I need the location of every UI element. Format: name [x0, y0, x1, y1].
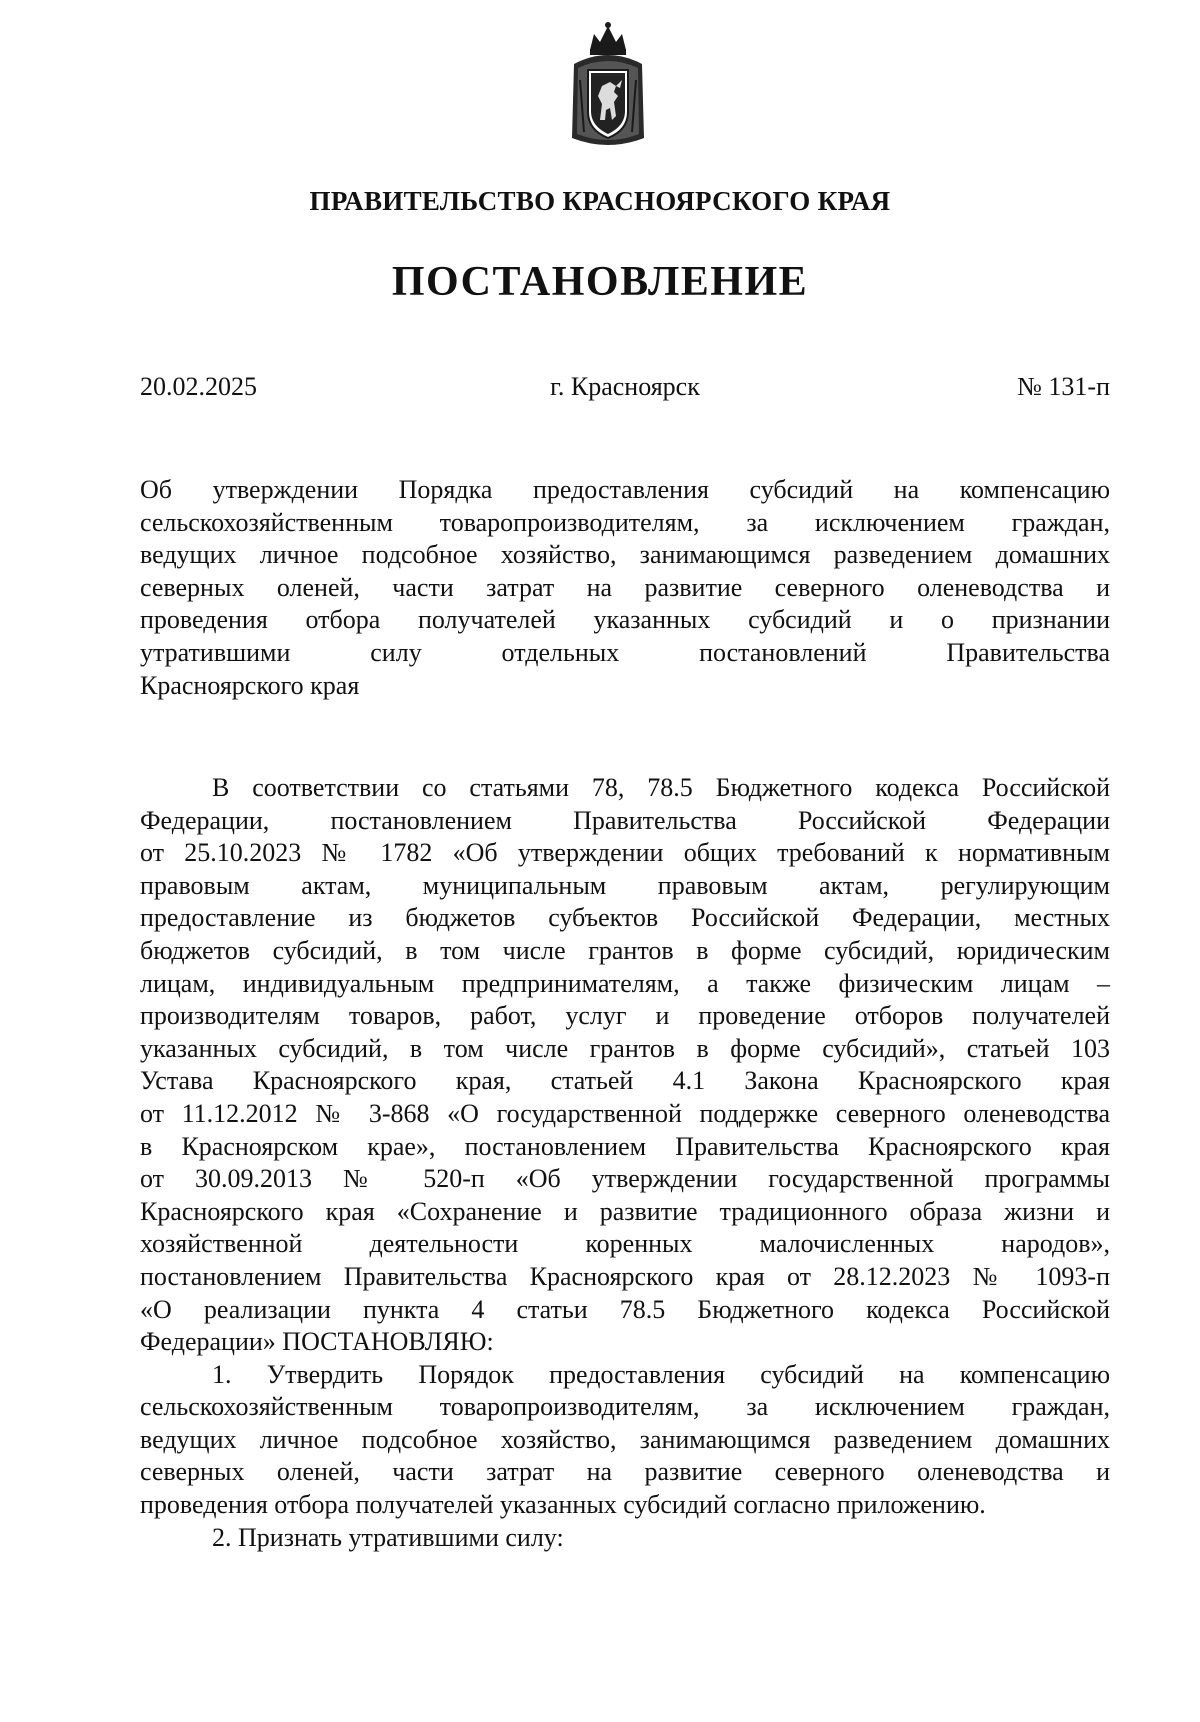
- body-line: лицам, индивидуальным предпринимателям, а также физическим лицам –: [140, 968, 1110, 998]
- body-line: хозяйственной деятельности коренных малочисленных народов»,: [140, 1229, 1110, 1259]
- body-line: 1. Утвердить Порядок предоставления субсидий на компенсацию: [212, 1359, 1110, 1389]
- body-line: 2. Признать утратившими силу:: [212, 1522, 564, 1552]
- body-line: Красноярского края «Сохранение и развитие традиционного образа жизни и: [140, 1196, 1110, 1226]
- subject-line: сельскохозяйственным товаропроизводителям, за исключением граждан,: [140, 507, 1110, 537]
- body-line: бюджетов субсидий, в том числе грантов в форме субсидий, юридическим: [140, 935, 1110, 965]
- body-line: указанных субсидий, в том числе грантов в форме субсидий», статьей 103: [140, 1033, 1110, 1063]
- document-number: № 131-п: [1017, 372, 1110, 401]
- organization-title: ПРАВИТЕЛЬСТВО КРАСНОЯРСКОГО КРАЯ: [309, 186, 891, 216]
- body-line: проведения отбора получателей указанных субсидий согласно приложению.: [140, 1490, 986, 1520]
- subject-line: утратившими силу отдельных постановлений Правительства: [140, 637, 1110, 667]
- subject-line: ведущих личное подсобное хозяйство, занимающимся разведением домашних: [140, 540, 1110, 570]
- document-type-title: ПОСТАНОВЛЕНИЕ: [391, 259, 809, 305]
- body-line: Федерации, постановлением Правительства Российской Федерации: [140, 805, 1110, 835]
- document-date: 20.02.2025: [140, 372, 257, 401]
- document-subject: [140, 474, 1110, 702]
- body-line: от 30.09.2013 № 520-п «Об утверждении государственной программы: [140, 1164, 1110, 1194]
- body-line: от 25.10.2023 № 1782 «Об утверждении общих требований к нормативным: [140, 838, 1110, 868]
- body-line: ведущих личное подсобное хозяйство, занимающимся разведением домашних: [140, 1424, 1110, 1454]
- body-line: «О реализации пункта 4 статьи 78.5 Бюджетного кодекса Российской: [140, 1294, 1110, 1324]
- document-city: г. Красноярск: [550, 372, 700, 401]
- body-line: Устава Красноярского края, статьей 4.1 Закона Красноярского края: [140, 1066, 1110, 1096]
- body-line: Федерации» ПОСТАНОВЛЯЮ:: [140, 1327, 494, 1357]
- body-line: от 11.12.2012 № 3-868 «О государственной поддержке северного оленеводства: [140, 1098, 1110, 1128]
- subject-line: Красноярского края: [140, 670, 360, 700]
- body-line: сельскохозяйственным товаропроизводителям, за исключением граждан,: [140, 1392, 1110, 1422]
- subject-line: северных оленей, части затрат на развитие северного оленеводства и: [140, 572, 1110, 602]
- subject-line: проведения отбора получателей указанных субсидий и о признании: [140, 605, 1110, 635]
- body-line: правовым актам, муниципальным правовым актам, регулирующим: [140, 870, 1110, 900]
- body-line: производителям товаров, работ, услуг и проведение отборов получателей: [140, 1001, 1110, 1031]
- krasnoyarsk-coat-of-arms-icon: [560, 20, 656, 152]
- subject-line: Об утверждении Порядка предоставления субсидий на компенсацию: [140, 475, 1110, 504]
- body-line: предоставление из бюджетов субъектов Российской Федерации, местных: [140, 903, 1110, 933]
- document-meta-row: [140, 372, 1110, 406]
- body-line: постановлением Правительства Красноярского края от 28.12.2023 № 1093-п: [140, 1261, 1110, 1291]
- body-line: В соответствии со статьями 78, 78.5 Бюджетного кодекса Российской: [212, 773, 1110, 802]
- body-line: в Красноярском крае», постановлением Правительства Красноярского края: [140, 1131, 1110, 1161]
- body-line: северных оленей, части затрат на развитие северного оленеводства и: [140, 1457, 1110, 1487]
- document-body: [140, 772, 1110, 1554]
